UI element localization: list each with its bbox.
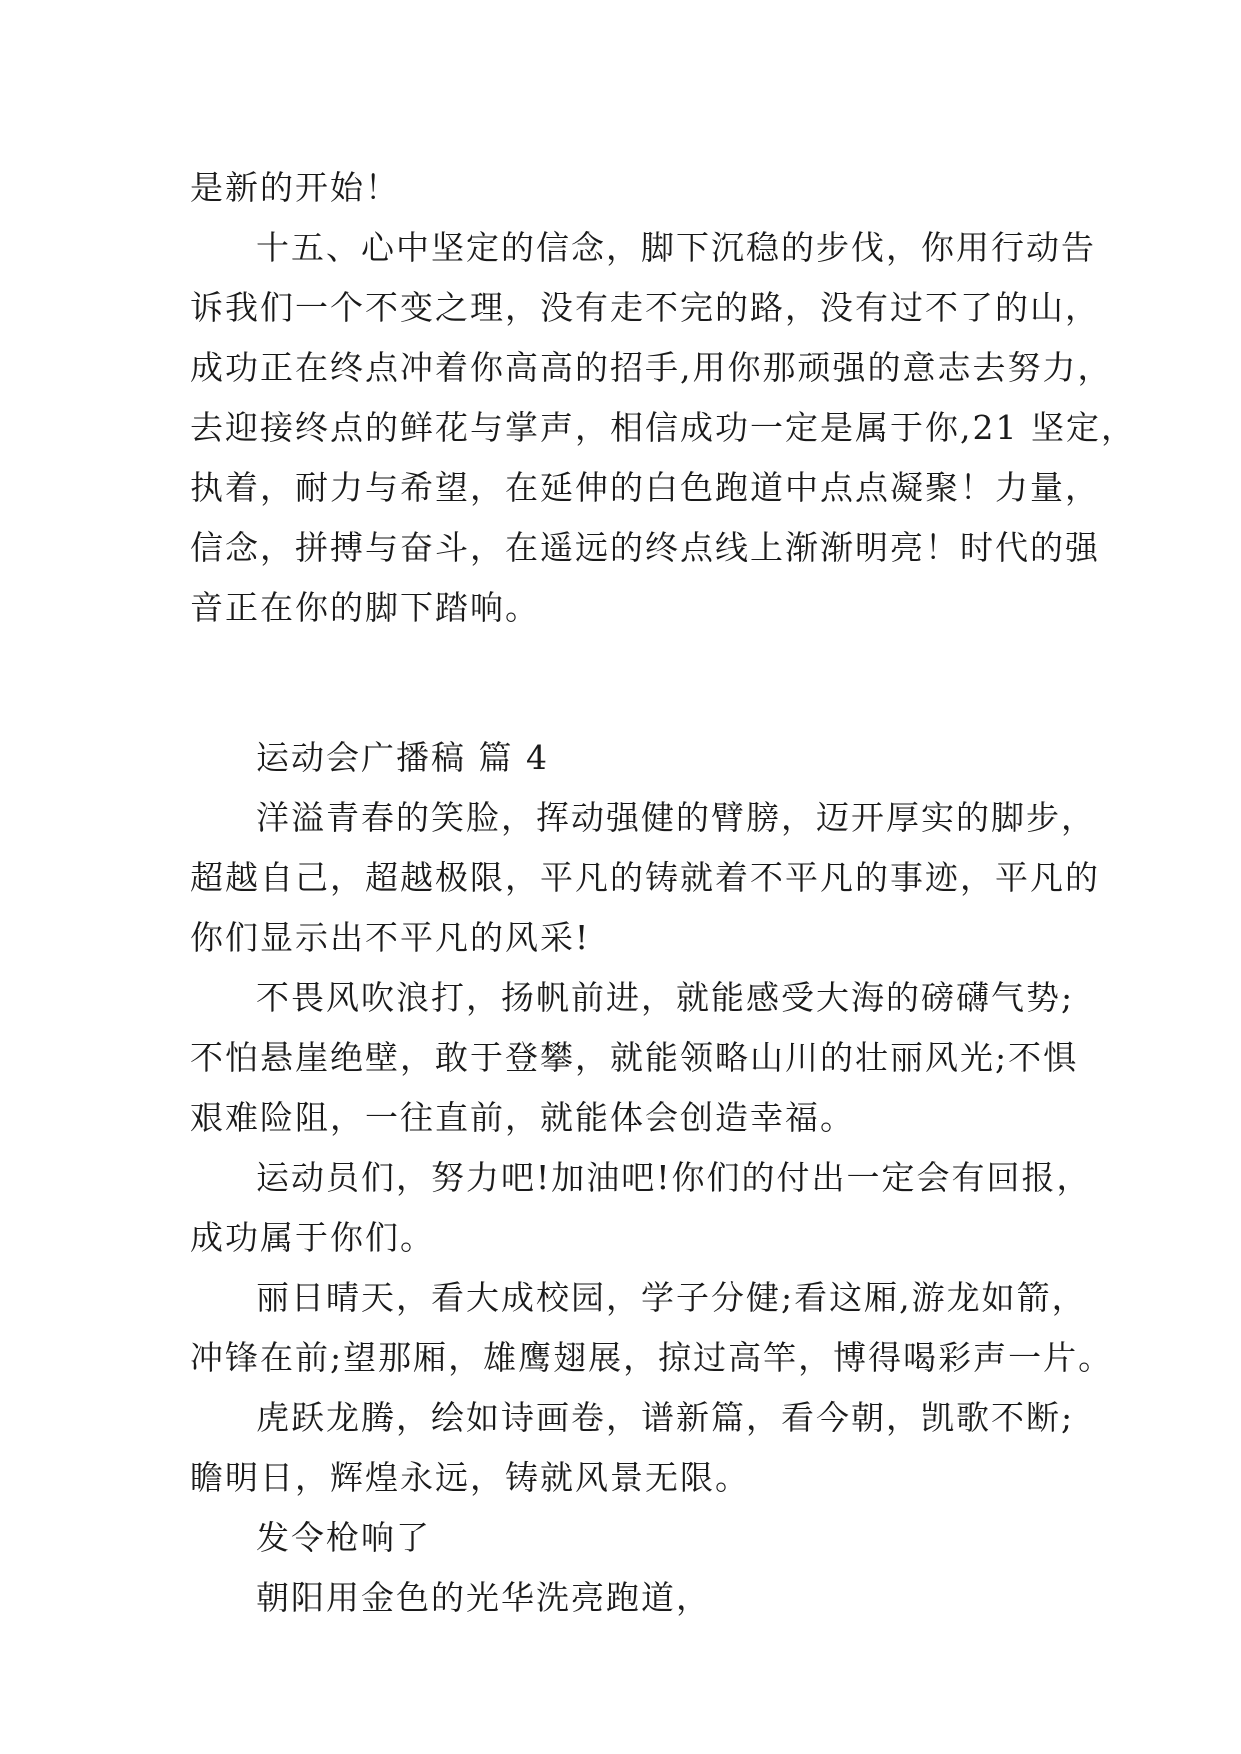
paragraph-7 — [190, 1568, 1070, 1628]
text-line: 成功属于你们。 — [190, 1218, 435, 1257]
text-line: 音正在你的脚下踏响。 — [190, 588, 540, 627]
text-line: 不畏风吹浪打，扬帆前进，就能感受大海的磅礴气势; — [256, 978, 1075, 1017]
document-body — [190, 158, 1136, 1628]
text-line: 超越自己，超越极限，平凡的铸就着不平凡的事迹，平凡的 — [190, 858, 1100, 897]
section-heading — [190, 728, 1070, 788]
paragraph-4 — [190, 1268, 1114, 1388]
text-line: 信念，拼搏与奋斗，在遥远的终点线上渐渐明亮！时代的强 — [190, 528, 1100, 567]
paragraph-intro-tail — [190, 158, 1070, 218]
text-line: 洋溢青春的笑脸，挥动强健的臂膀，迈开厚实的脚步， — [256, 798, 1096, 837]
text-line: 你们显示出不平凡的风采! — [190, 918, 591, 957]
paragraph-2 — [190, 968, 1079, 1148]
text-line: 十五、心中坚定的信念，脚下沉稳的步伐，你用行动告 — [256, 228, 1096, 267]
paragraph-1 — [190, 788, 1100, 968]
text-line: 是新的开始！ — [190, 168, 400, 207]
paragraph-5 — [190, 1388, 1075, 1508]
text-line: 去迎接终点的鲜花与掌声，相信成功一定是属于你,21 坚定， — [190, 408, 1136, 447]
text-line: 瞻明日，辉煌永远，铸就风景无限。 — [190, 1458, 750, 1497]
paragraph-fifteen — [190, 218, 1136, 638]
text-line: 虎跃龙腾，绘如诗画卷，谱新篇，看今朝，凯歌不断; — [256, 1398, 1075, 1437]
text-line: 发令枪响了 — [256, 1518, 431, 1557]
text-line: 不怕悬崖绝壁，敢于登攀，就能领略山川的壮丽风光;不惧 — [190, 1038, 1079, 1077]
text-line: 朝阳用金色的光华洗亮跑道， — [256, 1578, 711, 1617]
paragraph-6 — [190, 1508, 1070, 1568]
text-line: 冲锋在前;望那厢，雄鹰翅展，掠过高竿，博得喝彩声一片。 — [190, 1338, 1114, 1377]
text-line: 诉我们一个不变之理，没有走不完的路，没有过不了的山， — [190, 288, 1100, 327]
text-line: 成功正在终点冲着你高高的招手,用你那顽强的意志去努力， — [190, 348, 1113, 387]
text-line: 运动员们，努力吧!加油吧!你们的付出一定会有回报， — [256, 1158, 1092, 1197]
text-line: 艰难险阻，一往直前，就能体会创造幸福。 — [190, 1098, 855, 1137]
paragraph-3 — [190, 1148, 1092, 1268]
text-line: 执着，耐力与希望，在延伸的白色跑道中点点凝聚！力量， — [190, 468, 1100, 507]
text-line: 丽日晴天，看大成校园，学子分健;看这厢,游龙如箭， — [256, 1278, 1087, 1317]
section-heading-text: 运动会广播稿 篇 4 — [256, 738, 549, 777]
